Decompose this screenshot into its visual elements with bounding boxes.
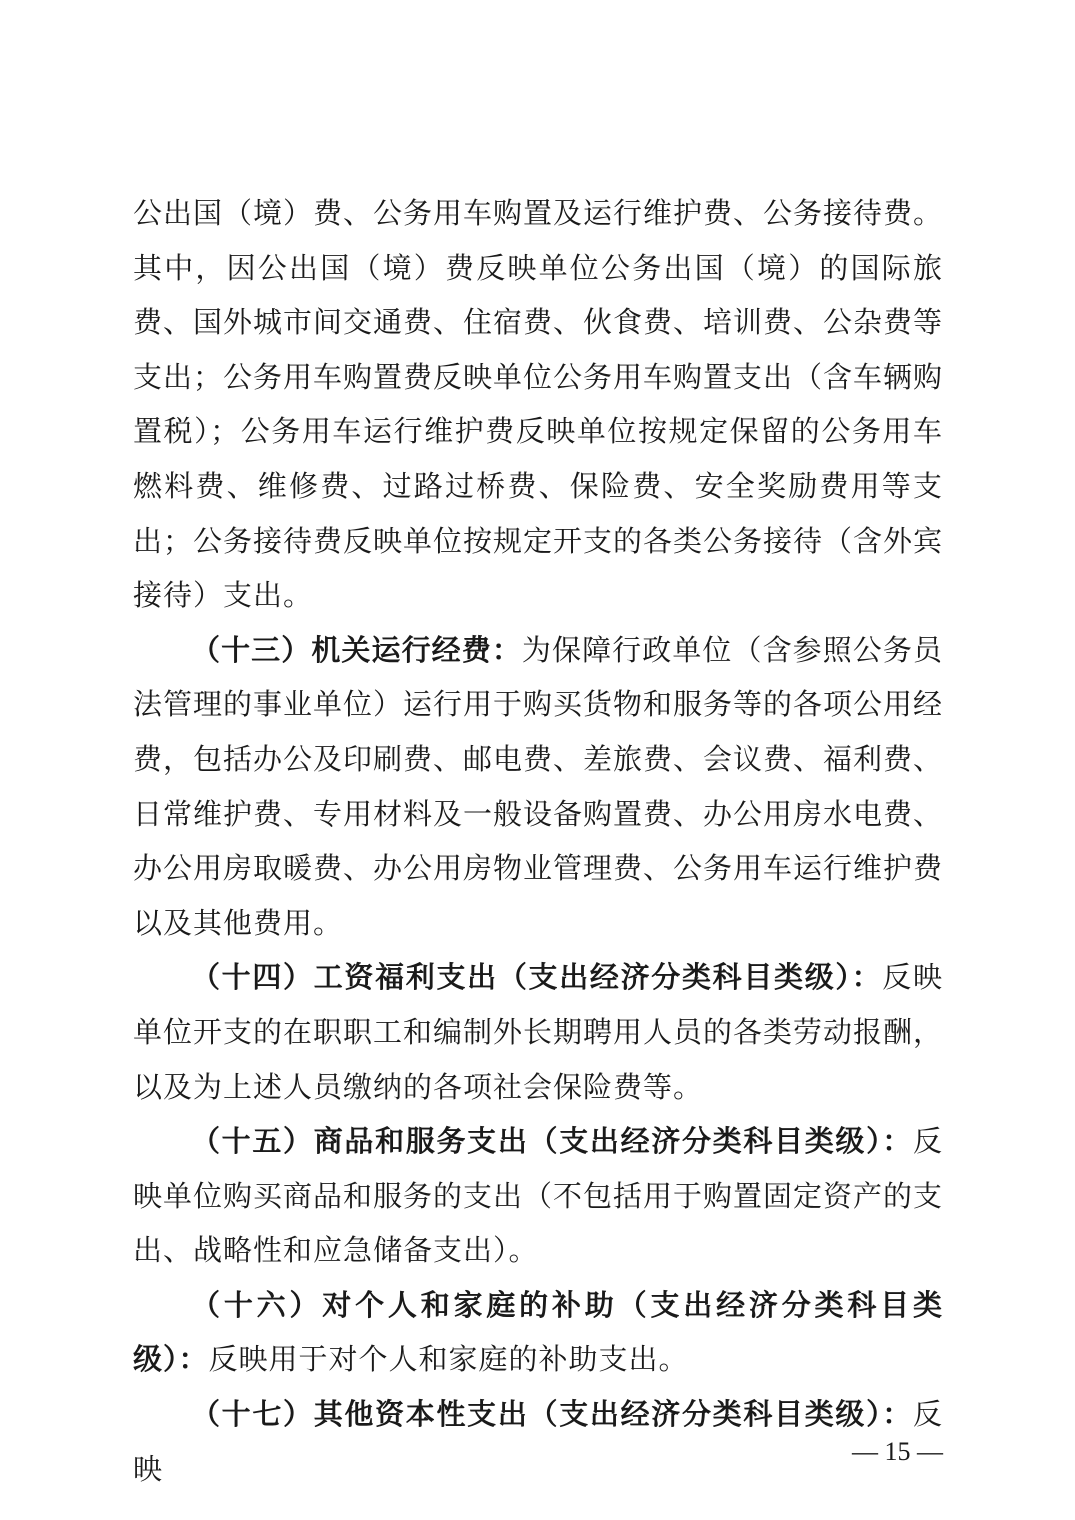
paragraph-continuation bbox=[133, 186, 943, 623]
paragraph-item-14 bbox=[133, 950, 943, 1114]
paragraph-text: 反映用于对个人和家庭的补助支出。 bbox=[208, 1342, 689, 1377]
paragraph-item-13 bbox=[133, 623, 943, 951]
paragraph-text: 为保障行政单位（含参照公务员法管理的事业单位）运行用于购买货物和服务等的各项公用经费，包括办公及印刷费、邮电费、差旅费、会议费、福利费、日常维护费、专用材料及一般设备购置费、办公用房水电费、办公用房取暖费、办公用房物业管理费、公务用车运行维护费以及其他费用。 bbox=[133, 632, 944, 940]
paragraph-text: 反映单位购买商品和服务的支出（不包括用于购置固定资产的支出、战略性和应急储备支出）。 bbox=[133, 1124, 944, 1268]
paragraph-item-16 bbox=[133, 1278, 943, 1387]
paragraph-item-17 bbox=[133, 1387, 943, 1496]
item-heading: （十四）工资福利支出（支出经济分类科目类级）： bbox=[191, 960, 883, 995]
document-body bbox=[133, 186, 943, 1496]
item-heading: （十六）对个人和家庭的补助（支出经济分类科目类级）： bbox=[133, 1287, 943, 1377]
item-heading: （十七）其他资本性支出（支出经济分类科目类级）： bbox=[191, 1397, 913, 1432]
paragraph-text: 反映单位开支的在职职工和编制外长期聘用人员的各类劳动报酬，以及为上述人员缴纳的各项社会保险费等。 bbox=[133, 960, 944, 1104]
paragraph-item-15 bbox=[133, 1114, 943, 1278]
paragraph-text: 公出国（境）费、公务用车购置及运行维护费、公务接待费。其中，因公出国（境）费反映单位公务出国（境）的国际旅费、国外城市间交通费、住宿费、伙食费、培训费、公杂费等支出；公务用车购置费反映单位公务用车购置支出（含车辆购置税）；公务用车运行维护费反映单位按规定保留的公务用车燃料费、维修费、过路过桥费、保险费、安全奖励费用等支出；公务接待费反映单位按规定开支的各类公务接待（含外宾接待）支出。 bbox=[133, 196, 944, 613]
page-number: — 15 — bbox=[852, 1437, 943, 1466]
paragraph-text: 反映 bbox=[133, 1397, 943, 1486]
item-heading: （十三）机关运行经费： bbox=[191, 632, 522, 667]
item-heading: （十五）商品和服务支出（支出经济分类科目类级）： bbox=[191, 1124, 913, 1159]
